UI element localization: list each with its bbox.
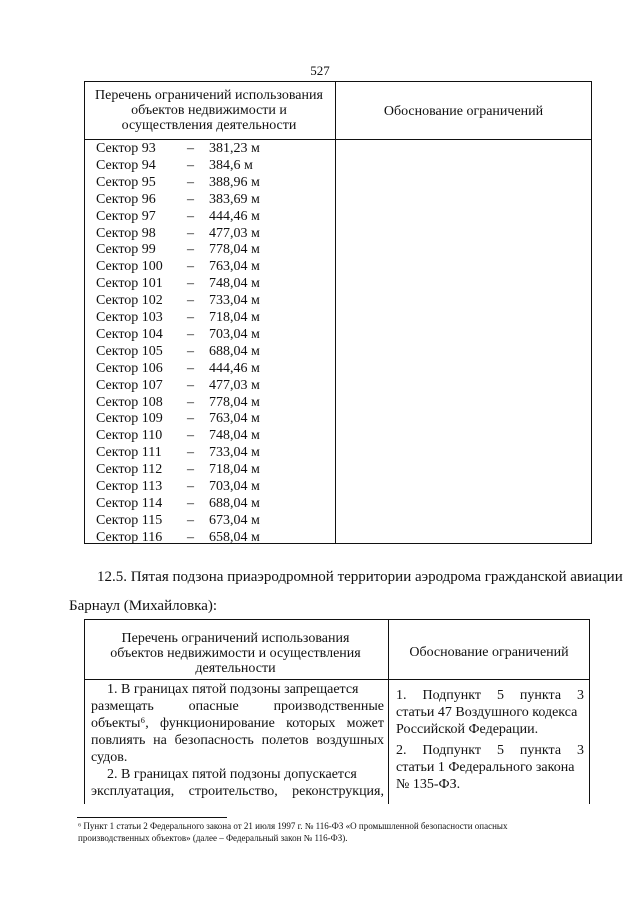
- sector-value: 703,04 м: [209, 479, 260, 494]
- sector-value: 778,04 м: [209, 242, 260, 258]
- sector-dash: –: [187, 445, 194, 461]
- sector-value: 688,04 м: [209, 495, 260, 511]
- sector-value: 388,96 м: [209, 174, 260, 190]
- sector-name: Сектор 109: [96, 411, 163, 427]
- sector-value: 718,04 м: [209, 462, 260, 478]
- section-heading-line2: Барнаул (Михайловка):: [69, 598, 218, 614]
- sector-name: Сектор 99: [96, 242, 156, 258]
- sector-name: Сектор 102: [96, 293, 163, 309]
- sector-dash: –: [187, 360, 194, 376]
- footnote-separator: [77, 817, 227, 818]
- basis-line: статьи 47 Воздушного кодекса: [396, 705, 578, 720]
- sector-value: 384,6 м: [209, 157, 253, 173]
- sector-dash: –: [187, 242, 194, 258]
- sector-dash: –: [187, 377, 194, 393]
- basis-line: 2. Подпункт 5 пункта 3: [396, 743, 584, 758]
- footnote-line: ⁶ Пункт 1 статьи 2 Федерального закона от 21 июля 1997 г. № 116-ФЗ «О промышленной безопасности опасных: [78, 821, 508, 831]
- sector-dash: –: [187, 495, 194, 511]
- sector-name: Сектор 116: [96, 529, 163, 545]
- sector-dash: –: [187, 512, 194, 528]
- sector-name: Сектор 95: [96, 174, 156, 190]
- sector-name: Сектор 104: [96, 326, 163, 342]
- sector-name: Сектор 103: [96, 310, 163, 325]
- footnote: [78, 820, 603, 844]
- sector-dash: –: [187, 293, 194, 309]
- sector-value: 748,04 м: [209, 428, 260, 444]
- table2-header-left: Перечень ограничений использования объектов недвижимости и осуществления деятельности: [110, 631, 361, 676]
- sector-dash: –: [187, 343, 194, 359]
- page-number: 527: [310, 63, 330, 78]
- sector-dash: –: [187, 310, 194, 325]
- sector-name: Сектор 93: [96, 141, 156, 156]
- sector-name: Сектор 114: [96, 495, 163, 511]
- sector-name: Сектор 106: [96, 360, 163, 376]
- restriction-line: судов.: [91, 750, 128, 765]
- table1-header-left: Перечень ограничений использования объектов недвижимости и осуществления деятельности: [95, 88, 323, 133]
- sector-name: Сектор 115: [96, 512, 163, 528]
- sector-name: Сектор 105: [96, 343, 163, 359]
- basis-line: Российской Федерации.: [396, 722, 539, 737]
- sector-value: 688,04 м: [209, 343, 260, 359]
- sector-name: Сектор 108: [96, 394, 163, 410]
- sector-dash: –: [187, 157, 194, 173]
- sector-dash: –: [187, 326, 194, 342]
- footnote-line: производственных объектов» (далее – Федеральный закон № 116-ФЗ).: [78, 833, 348, 843]
- sector-value: 703,04 м: [209, 326, 260, 342]
- sector-name: Сектор 113: [96, 479, 163, 494]
- table1-header-right: Обоснование ограничений: [383, 104, 544, 119]
- sector-value: 477,03 м: [209, 225, 260, 241]
- sector-dash: –: [187, 208, 194, 224]
- sector-dash: –: [187, 479, 194, 494]
- sector-name: Сектор 98: [96, 225, 156, 241]
- sector-dash: –: [187, 394, 194, 410]
- table2-header-right: Обоснование ограничений: [409, 645, 569, 660]
- sector-value: 658,04 м: [209, 529, 260, 545]
- sector-value: 383,69 м: [209, 191, 260, 207]
- sector-dash: –: [187, 428, 194, 444]
- sector-dash: –: [187, 276, 194, 292]
- sector-value: 381,23 м: [209, 141, 260, 156]
- basis-line: статьи 1 Федерального закона: [396, 760, 575, 775]
- sector-dash: –: [187, 411, 194, 427]
- sector-name: Сектор 97: [96, 208, 156, 224]
- basis-line: 1. Подпункт 5 пункта 3: [396, 688, 584, 703]
- sector-value: 733,04 м: [209, 445, 260, 461]
- sector-value: 718,04 м: [209, 310, 260, 325]
- sector-name: Сектор 107: [96, 377, 163, 393]
- sector-name: Сектор 111: [96, 445, 162, 461]
- sector-value: 673,04 м: [209, 512, 260, 528]
- restriction-line: размещать опасные производственные: [91, 699, 384, 714]
- sector-dash: –: [187, 225, 194, 241]
- section-heading-line1: 12.5. Пятая подзона приаэродромной территории аэродрома гражданской авиации: [97, 569, 623, 585]
- sector-name: Сектор 100: [96, 259, 163, 275]
- sector-name: Сектор 110: [96, 428, 163, 444]
- sector-dash: –: [187, 141, 194, 156]
- restriction-line: объекты⁶, функционирование которых может: [91, 716, 384, 731]
- restriction-line: эксплуатация, строительство, реконструкция,: [91, 784, 384, 799]
- sector-value: 477,03 м: [209, 377, 260, 393]
- sector-name: Сектор 94: [96, 157, 156, 173]
- sector-dash: –: [187, 462, 194, 478]
- sector-dash: –: [187, 529, 194, 545]
- sector-name: Сектор 112: [96, 462, 163, 478]
- sector-value: 778,04 м: [209, 394, 260, 410]
- sector-value: 748,04 м: [209, 276, 260, 292]
- sector-dash: –: [187, 191, 194, 207]
- sector-value: 444,46 м: [209, 360, 260, 376]
- sector-value: 733,04 м: [209, 293, 260, 309]
- restriction-line: повлиять на безопасность полетов воздушных: [91, 733, 384, 748]
- sector-dash: –: [187, 174, 194, 190]
- basis-line: № 135-ФЗ.: [396, 777, 461, 792]
- sector-value: 763,04 м: [209, 411, 260, 427]
- sector-name: Сектор 101: [96, 276, 163, 292]
- restriction-line: 2. В границах пятой подзоны допускается: [107, 767, 357, 782]
- sector-value: 763,04 м: [209, 259, 260, 275]
- restriction-line: 1. В границах пятой подзоны запрещается: [107, 682, 359, 697]
- sector-value: 444,46 м: [209, 208, 260, 224]
- sector-name: Сектор 96: [96, 191, 156, 207]
- sector-dash: –: [187, 259, 194, 275]
